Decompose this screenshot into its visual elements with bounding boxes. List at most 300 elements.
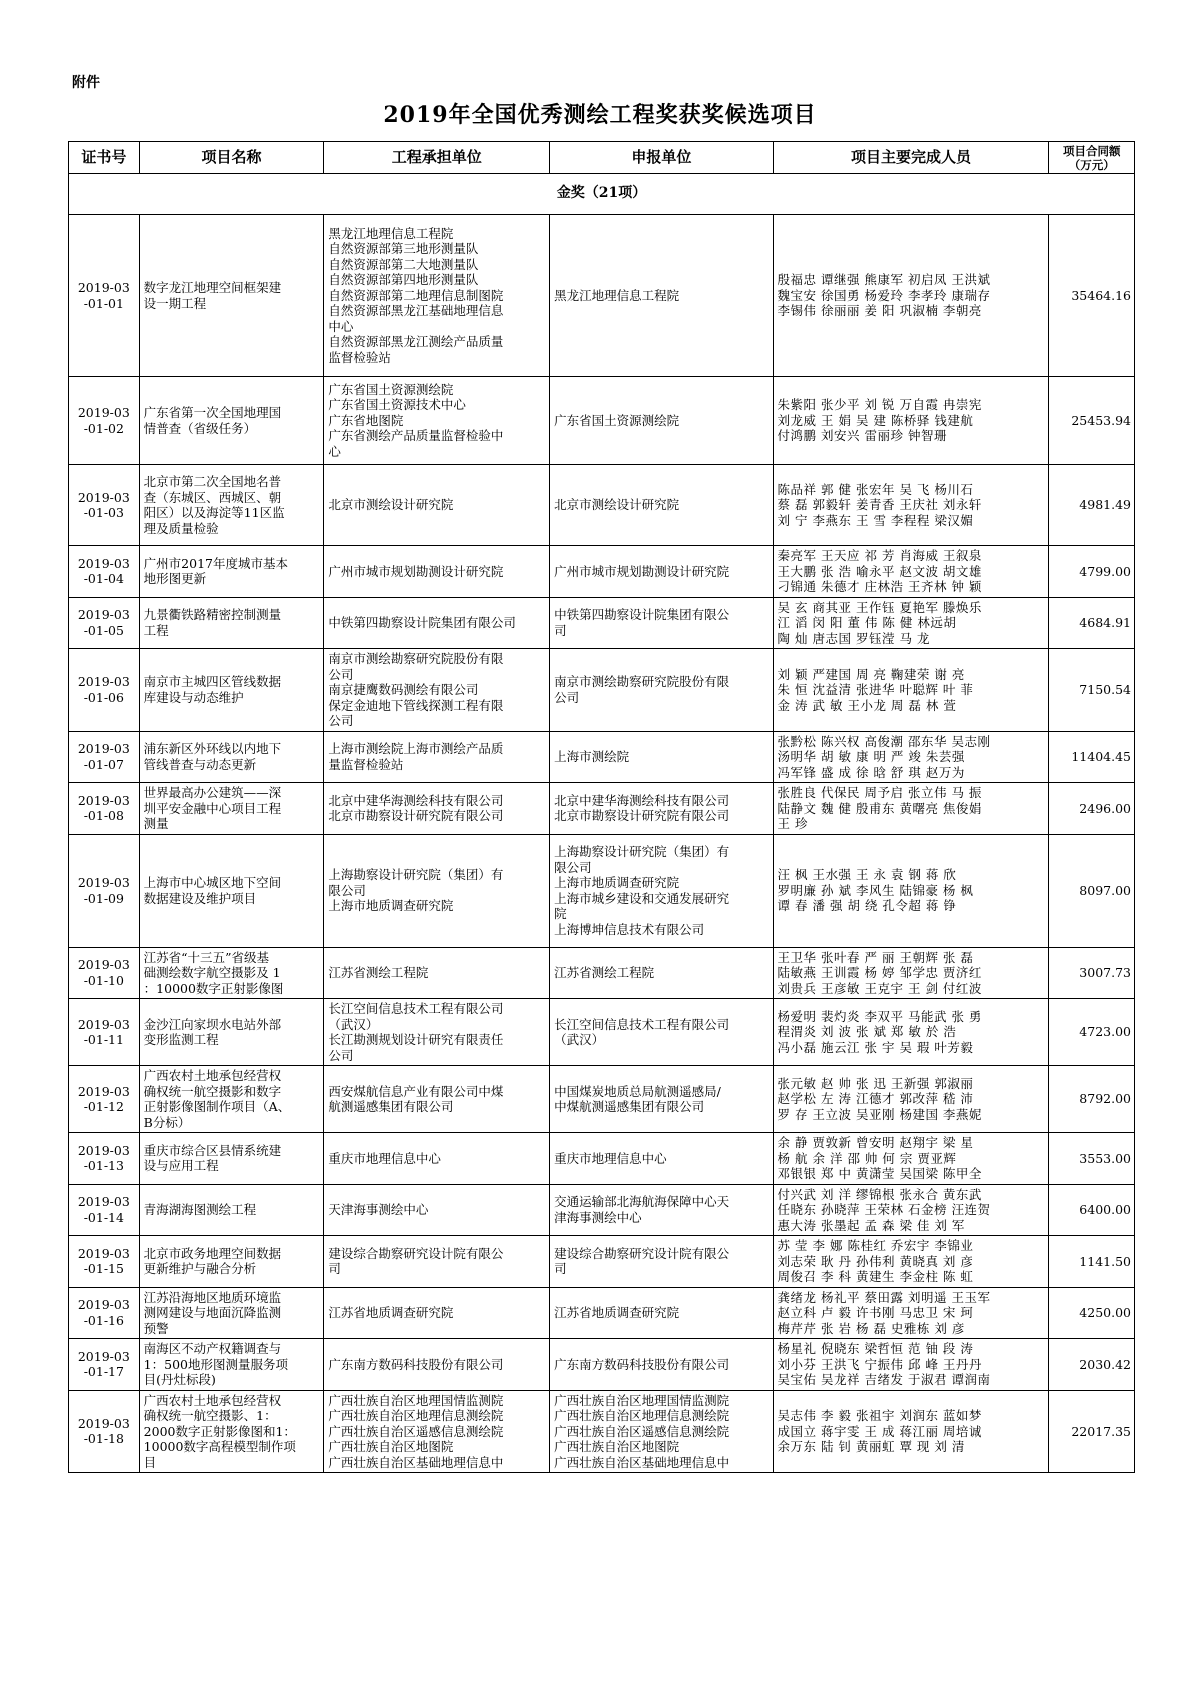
personnel-cell — [773, 597, 1049, 649]
project-name-cell-line: 南海区不动产权籍调查与 — [143, 1341, 282, 1356]
personnel-cell-line: 张元敏 赵 帅 张 迅 王新强 郭淑丽 — [777, 1075, 974, 1091]
applicant-cell — [550, 465, 773, 546]
applicant-cell — [550, 1287, 773, 1339]
personnel-cell-line: 金 涛 武 敏 王小龙 周 磊 林 萱 — [777, 697, 957, 713]
project-name-cell-line: 数字龙江地理空间框架建 — [143, 280, 282, 295]
applicant-cell-line: 江苏省地质调查研究院 — [554, 1305, 680, 1320]
personnel-cell-line: 陈品祥 郭 健 张宏年 吴 飞 杨川石 — [777, 481, 974, 497]
cert-number-cell — [69, 1339, 140, 1391]
project-name-cell — [139, 947, 324, 999]
applicant-cell-line: 上海市城乡建设和交通发展研究 — [554, 890, 730, 906]
header-applicant: 申报单位 — [550, 142, 773, 174]
cert-number-cell-line: 2019-03 — [77, 1297, 130, 1313]
amount-cell-line: 4684.91 — [1079, 615, 1131, 630]
personnel-cell — [773, 649, 1049, 732]
project-name-cell-line: 变形监测工程 — [143, 1032, 219, 1047]
table-row — [69, 546, 1135, 598]
table-row — [69, 215, 1135, 377]
project-name-cell-line: 库建设与动态维护 — [143, 689, 244, 705]
project-name-cell-line: 10000数字高程模型制作项 — [143, 1439, 296, 1454]
contractor-cell — [324, 783, 550, 835]
contractor-cell-line: （武汉） — [328, 1016, 379, 1032]
table-row — [69, 731, 1135, 783]
applicant-cell — [550, 834, 773, 947]
contractor-cell-line: 广西壮族自治区基础地理信息中 — [328, 1454, 504, 1470]
project-name-cell — [139, 377, 324, 465]
header-amount: 项目合同额 （万元） — [1049, 142, 1135, 174]
project-name-cell-line: 查（东城区、西城区、朝 — [143, 489, 282, 505]
contractor-cell-line: 广西壮族自治区地图院 — [328, 1439, 454, 1454]
project-name-cell-line: 1：500地形图测量服务项 — [143, 1356, 288, 1372]
contractor-cell-line: 上海市地质调查研究院 — [328, 898, 454, 914]
personnel-cell-line: 汪 枫 王水强 王 永 袁 钢 蒋 欣 — [777, 867, 957, 883]
cert-number-cell — [69, 465, 140, 546]
personnel-cell-line: 刘 宁 李燕东 王 雪 李程程 梁汉媚 — [777, 512, 974, 528]
personnel-cell-line: 刘小芬 王洪飞 宁振伟 邱 峰 王丹丹 — [777, 1356, 982, 1372]
project-name-cell-line: 情普查（省级任务） — [143, 420, 257, 436]
personnel-cell-line: 朱 恒 沈益清 张进华 叶聪辉 叶 菲 — [777, 682, 974, 697]
contractor-cell-line: 北京中建华海测绘科技有限公司 — [328, 792, 504, 808]
project-name-cell — [139, 1287, 324, 1339]
contractor-cell-line: 广西壮族自治区地理信息测绘院 — [328, 1408, 504, 1423]
applicant-cell-line: 上海市测绘院 — [554, 749, 630, 764]
applicant-cell — [550, 1339, 773, 1391]
cert-number-cell-line: -01-06 — [83, 689, 124, 705]
applicant-cell — [550, 999, 773, 1066]
personnel-cell-line: 刘龙威 王 娟 吴 建 陈桥驿 钱建航 — [777, 412, 974, 428]
table-row — [69, 1184, 1135, 1236]
cert-number-cell-line: -01-08 — [83, 808, 124, 824]
amount-cell-line: 11404.45 — [1071, 749, 1131, 764]
contractor-cell-line: 自然资源部黑龙江基础地理信息 — [328, 303, 504, 319]
amount-cell — [1049, 1390, 1135, 1473]
section-row — [69, 174, 1135, 215]
cert-number-cell — [69, 834, 140, 947]
personnel-cell-line: 秦亮军 王天应 祁 芳 肖海威 王叙泉 — [777, 548, 982, 563]
cert-number-cell-line: 2019-03 — [77, 1415, 130, 1431]
contractor-cell — [324, 1287, 550, 1339]
project-name-cell-line: 江苏沿海地区地质环境监 — [143, 1289, 282, 1305]
applicant-cell-line: 院 — [554, 906, 567, 921]
personnel-cell-line: 王 珍 — [777, 816, 809, 831]
personnel-cell-line: 罗 存 王立波 吴亚刚 杨建国 李燕妮 — [777, 1106, 982, 1122]
project-name-cell-line: 北京市政务地理空间数据 — [143, 1245, 282, 1261]
amount-cell — [1049, 834, 1135, 947]
personnel-cell-line: 杨星礼 倪晓东 梁哲恒 范 铀 段 涛 — [777, 1341, 974, 1356]
amount-cell-line: 8792.00 — [1079, 1091, 1131, 1107]
personnel-cell — [773, 1390, 1049, 1473]
amount-cell — [1049, 999, 1135, 1066]
amount-cell — [1049, 1339, 1135, 1391]
personnel-cell — [773, 546, 1049, 598]
project-name-cell-line: 青海湖海图测绘工程 — [143, 1202, 257, 1217]
amount-cell — [1049, 947, 1135, 999]
cert-number-cell-line: -01-13 — [83, 1158, 124, 1174]
project-name-cell-line: 测量 — [143, 816, 169, 831]
applicant-cell-line: 江苏省测绘工程院 — [554, 965, 655, 980]
personnel-cell — [773, 731, 1049, 783]
personnel-cell-line: 张黔松 陈兴权 高俊潮 邵东华 吴志刚 — [777, 733, 991, 749]
cert-number-cell-line: 2019-03 — [77, 1142, 130, 1158]
contractor-cell — [324, 465, 550, 546]
personnel-cell-line: 周俊召 李 科 黄建生 李金柱 陈 虹 — [777, 1269, 974, 1284]
applicant-cell-line: 广西壮族自治区地理国情监测院 — [554, 1392, 730, 1408]
applicant-cell — [550, 1184, 773, 1236]
contractor-cell-line: 中心 — [328, 318, 354, 334]
header-cert-no: 证书号 — [69, 142, 140, 174]
personnel-cell-line: 陆敏燕 王训霞 杨 婷 邹学忠 贾济红 — [777, 965, 982, 980]
cert-number-cell — [69, 546, 140, 598]
project-name-cell-line: 广州市2017年度城市基本 — [143, 555, 288, 571]
contractor-cell-line: 公司 — [328, 666, 354, 682]
applicant-cell-line: 广西壮族自治区遥感信息测绘院 — [554, 1423, 730, 1439]
amount-cell — [1049, 783, 1135, 835]
personnel-cell-line: 刘志荣 耿 丹 孙伟利 黄晓真 刘 彦 — [777, 1253, 974, 1269]
amount-cell-line: 4723.00 — [1079, 1024, 1131, 1040]
amount-cell — [1049, 215, 1135, 377]
project-name-cell-line: ：10000数字正射影像图 — [143, 980, 284, 996]
cert-number-cell-line: 2019-03 — [77, 741, 130, 757]
personnel-cell-line: 杨 航 余 洋 邵 帅 何 宗 贾亚辉 — [777, 1150, 957, 1166]
applicant-cell-line: 上海市地质调查研究院 — [554, 875, 680, 890]
personnel-cell — [773, 999, 1049, 1066]
table-row — [69, 1287, 1135, 1339]
contractor-cell-line: 广西壮族自治区遥感信息测绘院 — [328, 1423, 504, 1439]
personnel-cell-line: 蔡 磊 郭毅轩 姜青香 王庆社 刘永轩 — [777, 497, 982, 513]
amount-cell — [1049, 597, 1135, 649]
cert-number-cell-line: -01-15 — [83, 1261, 124, 1277]
contractor-cell-line: 广东省地图院 — [328, 412, 404, 428]
applicant-cell-line: 司 — [554, 1261, 567, 1277]
personnel-cell-line: 王大鹏 张 浩 喻永平 赵文波 胡文雄 — [777, 563, 982, 579]
personnel-cell-line: 刁锦通 朱德才 庄林浩 王齐林 钟 颖 — [777, 579, 982, 594]
amount-cell-line: 3007.73 — [1079, 965, 1131, 980]
project-name-cell-line: 圳平安金融中心项目工程 — [143, 800, 282, 816]
contractor-cell-line: 广东省测绘产品质量监督检验中 — [328, 428, 504, 444]
cert-number-cell — [69, 1236, 140, 1288]
contractor-cell — [324, 1133, 550, 1185]
table-row — [69, 465, 1135, 546]
amount-cell — [1049, 649, 1135, 732]
project-name-cell — [139, 1133, 324, 1185]
contractor-cell-line: 自然资源部第二大地测量队 — [328, 256, 479, 272]
table-row — [69, 947, 1135, 999]
contractor-cell-line: 南京捷鹰数码测绘有限公司 — [328, 682, 479, 697]
amount-cell — [1049, 1184, 1135, 1236]
project-name-cell — [139, 546, 324, 598]
table-row — [69, 1236, 1135, 1288]
project-name-cell-line: 正射影像图制作项目（A、 — [143, 1099, 291, 1114]
applicant-cell — [550, 1133, 773, 1185]
cert-number-cell-line: 2019-03 — [77, 280, 130, 295]
personnel-cell-line: 魏宝安 徐国勇 杨爱玲 李孝玲 康瑞存 — [777, 287, 991, 303]
personnel-cell — [773, 1184, 1049, 1236]
project-name-cell-line: B分标） — [143, 1114, 191, 1130]
personnel-cell-line: 杨爱明 裴灼炎 李双平 马能武 张 勇 — [777, 1008, 982, 1024]
contractor-cell — [324, 1236, 550, 1288]
cert-number-cell-line: -01-14 — [83, 1209, 124, 1225]
project-name-cell-line: 更新维护与融合分析 — [143, 1261, 257, 1277]
project-name-cell-line: 测网建设与地面沉降监测 — [143, 1305, 282, 1320]
table-row — [69, 834, 1135, 947]
header-contractor: 工程承担单位 — [324, 142, 550, 174]
personnel-cell — [773, 465, 1049, 546]
project-name-cell — [139, 1236, 324, 1288]
contractor-cell-line: 上海市测绘院上海市测绘产品质 — [328, 741, 504, 757]
personnel-cell — [773, 947, 1049, 999]
project-name-cell-line: 世界最高办公建筑——深 — [143, 785, 282, 800]
contractor-cell-line: 自然资源部第三地形测量队 — [328, 241, 479, 257]
applicant-cell-line: 广东省国土资源测绘院 — [554, 412, 680, 428]
contractor-cell-line: 中铁第四勘察设计院集团有限公司 — [328, 615, 516, 630]
contractor-cell-line: 长江勘测规划设计研究有限责任 — [328, 1032, 504, 1047]
personnel-cell — [773, 215, 1049, 377]
contractor-cell-line: 西安煤航信息产业有限公司中煤 — [328, 1083, 504, 1099]
cert-number-cell — [69, 1287, 140, 1339]
personnel-cell-line: 陆静文 魏 健 殷甫东 黄曙亮 焦俊娟 — [777, 800, 982, 816]
cert-number-cell-line: -01-05 — [83, 622, 124, 638]
amount-cell — [1049, 1133, 1135, 1185]
contractor-cell-line: 自然资源部第二地理信息制图院 — [328, 287, 504, 303]
amount-cell — [1049, 1066, 1135, 1133]
applicant-cell — [550, 1236, 773, 1288]
personnel-cell-line: 汤明华 胡 敏 康 明 严 竣 朱芸强 — [777, 749, 965, 764]
applicant-cell-line: 中国煤炭地质总局航测遥感局/ — [554, 1083, 721, 1099]
contractor-cell-line: 重庆市地理信息中心 — [328, 1150, 441, 1166]
amount-cell-line: 2030.42 — [1079, 1356, 1131, 1372]
project-name-cell-line: 预警 — [143, 1320, 169, 1336]
project-name-cell-line: 广东省第一次全国地理国 — [143, 405, 282, 420]
cert-number-cell-line: 2019-03 — [77, 1194, 130, 1210]
attachment-label: 附件 — [72, 75, 100, 91]
project-name-cell-line: 浦东新区外环线以内地下 — [143, 741, 282, 757]
personnel-cell-line: 程渭炎 刘 波 张 斌 郑 敏 於 浩 — [777, 1024, 957, 1040]
amount-cell — [1049, 546, 1135, 598]
table-row — [69, 1390, 1135, 1473]
project-name-cell-line: 广西农村土地承包经营权 — [143, 1068, 282, 1083]
amount-cell-line: 3553.00 — [1079, 1150, 1131, 1166]
applicant-cell-line: 重庆市地理信息中心 — [554, 1150, 667, 1166]
contractor-cell — [324, 947, 550, 999]
table-row — [69, 649, 1135, 732]
project-name-cell — [139, 1066, 324, 1133]
project-name-cell-line: 数据建设及维护项目 — [143, 890, 257, 906]
contractor-cell — [324, 546, 550, 598]
amount-cell-line: 22017.35 — [1071, 1423, 1131, 1439]
contractor-cell-line: 黑龙江地理信息工程院 — [328, 225, 454, 241]
personnel-cell-line: 张胜良 代保民 周予启 张立伟 马 振 — [777, 785, 982, 800]
table-row — [69, 377, 1135, 465]
contractor-cell — [324, 597, 550, 649]
project-name-cell-line: 目 — [143, 1454, 157, 1470]
cert-number-cell-line: 2019-03 — [77, 792, 130, 808]
personnel-cell-line: 余万东 陆 钊 黄丽虹 覃 现 刘 清 — [777, 1439, 965, 1454]
personnel-cell-line: 陶 灿 唐志国 罗钰滢 马 龙 — [777, 630, 930, 646]
section-title: 金奖（21项） — [69, 174, 1135, 215]
cert-number-cell-line: -01-01 — [83, 295, 124, 311]
applicant-cell-line: 交通运输部北海航海保障中心天 — [554, 1194, 730, 1210]
contractor-cell-line: 南京市测绘勘察研究院股份有限 — [328, 651, 504, 666]
table-row — [69, 597, 1135, 649]
cert-number-cell — [69, 1133, 140, 1185]
contractor-cell — [324, 834, 550, 947]
personnel-cell-line: 谭 春 潘 强 胡 绕 孔令超 蒋 铮 — [777, 898, 957, 914]
project-name-cell-line: 江苏省“十三五”省级基 — [143, 949, 269, 965]
cert-number-cell-line: -01-12 — [83, 1099, 124, 1114]
contractor-cell-line: 限公司 — [328, 882, 366, 898]
applicant-cell — [550, 215, 773, 377]
project-name-cell — [139, 649, 324, 732]
contractor-cell-line: 上海勘察设计研究院（集团）有 — [328, 867, 504, 883]
applicant-cell-line: 广州市城市规划勘测设计研究院 — [554, 563, 730, 579]
cert-number-cell-line: -01-18 — [83, 1431, 124, 1447]
applicant-cell — [550, 1066, 773, 1133]
project-name-cell-line: 础测绘数字航空摄影及 1 — [143, 965, 281, 980]
contractor-cell-line: 公司 — [328, 1047, 354, 1063]
project-name-cell-line: 管线普查与动态更新 — [143, 756, 257, 772]
contractor-cell-line: 监督检验站 — [328, 349, 391, 365]
cert-number-cell — [69, 215, 140, 377]
project-name-cell-line: 理及质量检验 — [143, 520, 219, 536]
applicant-cell-line: 黑龙江地理信息工程院 — [554, 287, 680, 303]
personnel-cell — [773, 1066, 1049, 1133]
contractor-cell-line: 航测遥感集团有限公司 — [328, 1099, 454, 1114]
project-name-cell — [139, 1390, 324, 1473]
personnel-cell-line: 刘 颖 严建国 周 亮 鞠建荣 谢 亮 — [777, 666, 965, 682]
contractor-cell-line: 广东省国土资源测绘院 — [328, 381, 454, 397]
table-row — [69, 999, 1135, 1066]
cert-number-cell-line: 2019-03 — [77, 405, 130, 420]
cert-number-cell — [69, 947, 140, 999]
applicant-cell-line: 上海博坤信息技术有限公司 — [554, 921, 705, 937]
personnel-cell-line: 赵立科 卢 毅 许书刚 马忠卫 宋 珂 — [777, 1305, 974, 1320]
cert-number-cell-line: -01-02 — [83, 420, 124, 436]
cert-number-cell — [69, 1390, 140, 1473]
personnel-cell-line: 成国立 蒋宇雯 王 成 蒋江丽 周培诚 — [777, 1423, 982, 1439]
project-name-cell — [139, 1184, 324, 1236]
applicant-cell-line: 长江空间信息技术工程有限公司 — [554, 1016, 730, 1032]
cert-number-cell-line: 2019-03 — [77, 555, 130, 571]
contractor-cell — [324, 1184, 550, 1236]
amount-cell-line: 25453.94 — [1071, 412, 1131, 428]
personnel-cell — [773, 1236, 1049, 1288]
project-name-cell-line: 确权统一航空摄影和数字 — [143, 1083, 282, 1099]
cert-number-cell — [69, 597, 140, 649]
applicant-cell-line: 北京市测绘设计研究院 — [554, 497, 680, 513]
contractor-cell-line: 公司 — [328, 713, 354, 728]
personnel-cell-line: 吴 玄 商其亚 王作钰 夏艳军 滕焕乐 — [777, 599, 982, 615]
amount-cell-line: 7150.54 — [1079, 682, 1131, 697]
project-name-cell-line: 广西农村土地承包经营权 — [143, 1392, 282, 1408]
personnel-cell-line: 冯小磊 施云江 张 宇 吴 瑕 叶芳毅 — [777, 1039, 974, 1055]
contractor-cell-line: 司 — [328, 1261, 341, 1277]
applicant-cell — [550, 731, 773, 783]
cert-number-cell — [69, 1184, 140, 1236]
project-name-cell-line: 确权统一航空摄影、1： — [143, 1408, 277, 1423]
cert-number-cell-line: -01-07 — [83, 756, 124, 772]
contractor-cell-line: 量监督检验站 — [328, 756, 404, 772]
cert-number-cell-line: -01-10 — [83, 972, 124, 988]
cert-number-cell-line: 2019-03 — [77, 1348, 130, 1364]
personnel-cell-line: 赵学松 左 涛 江德才 郭改萍 嵇 沛 — [777, 1091, 974, 1107]
cert-number-cell — [69, 377, 140, 465]
personnel-cell-line: 邓银银 郑 中 黄潇莹 吴国梁 陈甲全 — [777, 1166, 982, 1181]
personnel-cell-line: 李锡伟 徐丽丽 姜 阳 巩淑楠 李朝亮 — [777, 303, 982, 319]
applicant-cell-line: 中煤航测遥感集团有限公司 — [554, 1099, 705, 1114]
personnel-cell — [773, 1133, 1049, 1185]
applicant-cell — [550, 377, 773, 465]
applicant-cell-line: 广西壮族自治区地图院 — [554, 1439, 680, 1454]
applicant-cell — [550, 597, 773, 649]
cert-number-cell — [69, 649, 140, 732]
cert-number-cell-line: -01-03 — [83, 505, 124, 520]
contractor-cell — [324, 1390, 550, 1473]
amount-cell-line: 8097.00 — [1079, 882, 1131, 898]
amount-cell-line: 4250.00 — [1079, 1305, 1131, 1320]
personnel-cell — [773, 783, 1049, 835]
cert-number-cell-line: 2019-03 — [77, 489, 130, 505]
cert-number-cell-line: -01-11 — [83, 1032, 124, 1047]
project-name-cell — [139, 1339, 324, 1391]
contractor-cell-line: 广州市城市规划勘测设计研究院 — [328, 563, 504, 579]
table-row — [69, 783, 1135, 835]
project-name-cell-line: 设一期工程 — [143, 295, 207, 311]
contractor-cell — [324, 731, 550, 783]
project-name-cell-line: 南京市主城四区管线数据 — [143, 674, 282, 690]
contractor-cell — [324, 1339, 550, 1391]
applicant-cell-line: 公司 — [554, 689, 580, 705]
contractor-cell — [324, 1066, 550, 1133]
personnel-cell-line: 惠大涛 张墨起 孟 森 梁 佳 刘 军 — [777, 1217, 965, 1233]
amount-cell-line: 4981.49 — [1079, 497, 1131, 513]
project-name-cell-line: 重庆市综合区县情系统建 — [143, 1142, 282, 1158]
table-row — [69, 1133, 1135, 1185]
cert-number-cell — [69, 1066, 140, 1133]
applicant-cell-line: （武汉） — [554, 1032, 605, 1047]
applicant-cell-line: 广东南方数码科技股份有限公司 — [554, 1356, 730, 1372]
applicant-cell — [550, 649, 773, 732]
personnel-cell-line: 罗明廉 孙 斌 李风生 陆锦豪 杨 枫 — [777, 882, 974, 898]
personnel-cell-line: 付兴武 刘 洋 缪锦根 张永合 黄东武 — [777, 1186, 982, 1202]
personnel-cell — [773, 1287, 1049, 1339]
personnel-cell — [773, 1339, 1049, 1391]
project-name-cell-line: 上海市中心城区地下空间 — [143, 875, 282, 890]
contractor-cell-line: 建设综合勘察研究设计院有限公 — [328, 1245, 504, 1261]
contractor-cell-line: 江苏省地质调查研究院 — [328, 1305, 454, 1320]
project-name-cell — [139, 783, 324, 835]
personnel-cell-line: 吴志伟 李 毅 张祖宇 刘润东 蓝如梦 — [777, 1408, 982, 1423]
cert-number-cell-line: 2019-03 — [77, 875, 130, 890]
project-name-cell-line: 阳区）以及海淀等11区监 — [143, 505, 285, 520]
amount-cell — [1049, 465, 1135, 546]
personnel-cell — [773, 377, 1049, 465]
applicant-cell — [550, 1390, 773, 1473]
cert-number-cell — [69, 731, 140, 783]
cert-number-cell — [69, 999, 140, 1066]
contractor-cell-line: 广西壮族自治区地理国情监测院 — [328, 1392, 504, 1408]
contractor-cell-line: 自然资源部黑龙江测绘产品质量 — [328, 334, 504, 350]
cert-number-cell-line: 2019-03 — [77, 1245, 130, 1261]
contractor-cell — [324, 215, 550, 377]
amount-cell — [1049, 731, 1135, 783]
applicant-cell-line: 建设综合勘察研究设计院有限公 — [554, 1245, 730, 1261]
personnel-cell-line: 冯军锋 盛 成 徐 晗 舒 琪 赵万为 — [777, 764, 965, 780]
amount-cell — [1049, 377, 1135, 465]
cert-number-cell-line: 2019-03 — [77, 674, 130, 690]
applicant-cell-line: 限公司 — [554, 859, 592, 875]
contractor-cell — [324, 649, 550, 732]
project-name-cell-line: 设与应用工程 — [143, 1158, 219, 1174]
